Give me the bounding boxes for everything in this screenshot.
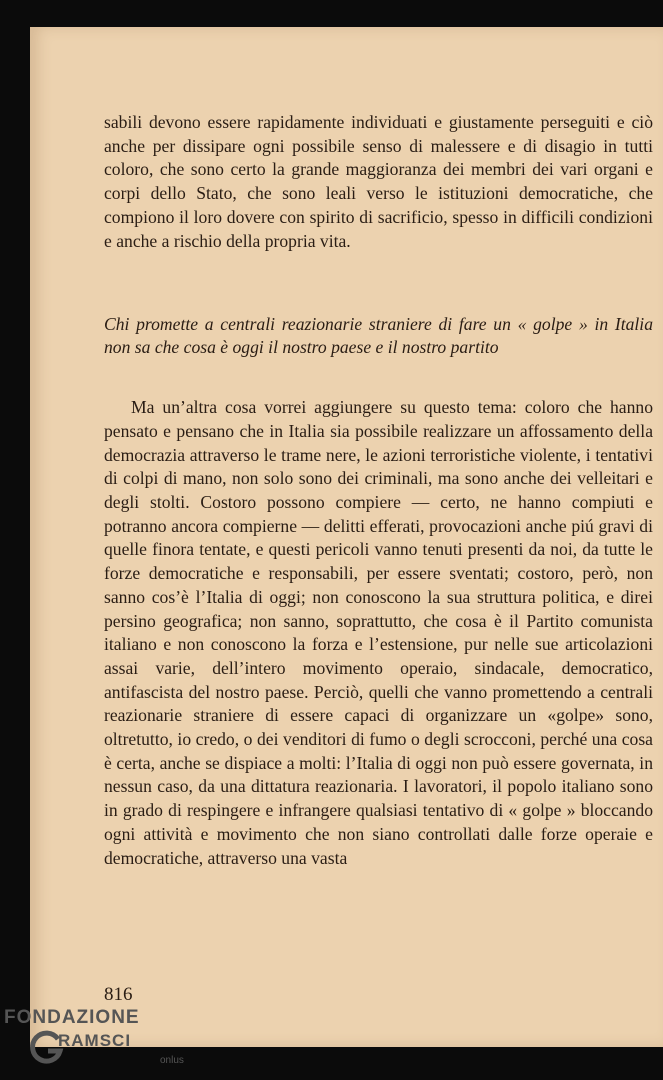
page-number: 816	[104, 984, 133, 1005]
watermark-line2: RAMSCI	[58, 1031, 132, 1050]
paragraph-2: Ma un’altra cosa vorrei aggiungere su questo tema: coloro che hanno pensato e pensano che in Italia sia possibile realizzare un affossamento della democrazia attraverso le trame nere, le azioni terroristiche violente, i tentativi di colpi di mano, non solo sono dei criminali, ma sono anche dei velleitari e degli stolti. Costoro possono compiere — certo, ne hanno compiuti e potranno ancora compierne — delitti efferati, provocazioni anche piú gravi di quelle finora tentate, e questi pericoli vanno tenuti presenti da noi, da tutte le forze democratiche e responsabili, per essere sventati; costoro, però, non sanno cos’è l’Italia di oggi; non conoscono la sua struttura politica, e direi persino geografica; non sanno, soprattutto, che cosa è il Partito comunista italiano e non conoscono la forza e l’estensione, pur nelle sue articolazioni assai varie, dell’intero movimento operaio, sindacale, democratico, antifascista del nostro paese. Perciò, quelli che vanno promettendo a centrali reazionarie straniere di essere capaci di organizzare un «golpe» sono, oltretutto, io credo, o dei venditori di fumo o degli scrocconi, perché una cosa è certa, anche se dispiace a molti: l’Italia di oggi non può essere governata, in nessun caso, da una dittatura reazionaria. I lavoratori, il popolo italiano sono in grado di respingere e infrangere qualsiasi tentativo di « golpe » bloccando ogni attività e movimento che non siano controllati dalle forze operaie e democratiche, attraverso una vasta	[104, 397, 653, 868]
watermark-logo	[0, 1005, 184, 1080]
watermark-small: onlus	[160, 1055, 184, 1066]
page-text	[104, 111, 653, 870]
section-heading: Chi promette a centrali reazionarie straniere di fare un « golpe » in Italia non sa che cosa è oggi il nostro paese e il nostro partito	[104, 314, 653, 358]
book-page	[30, 27, 663, 1047]
paragraph-1: sabili devono essere rapidamente individuati e giustamente perseguiti e ciò anche per dissipare ogni possibile senso di malessere e di disagio in tutti coloro, che sono certo la grande maggioranza dei membri dei vari organi e corpi dello Stato, che sono leali verso le istituzioni democratiche, che compiono il loro dovere con spirito di sacrificio, spesso in difficili condizioni e anche a rischio della propria vita.	[104, 112, 653, 251]
watermark-line1: FONDAZIONE	[4, 1007, 140, 1028]
